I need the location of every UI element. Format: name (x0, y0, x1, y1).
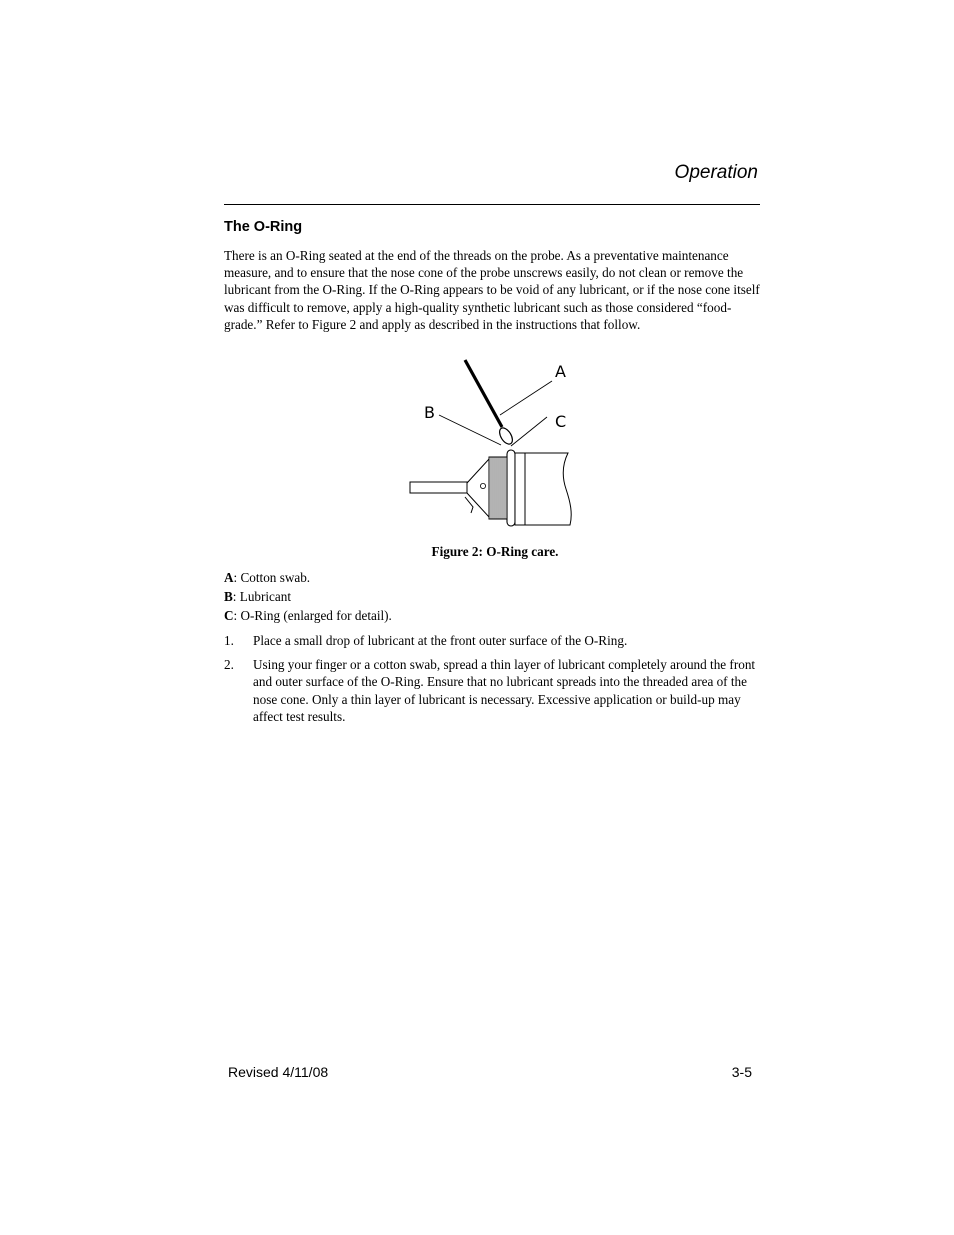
legend-text: : O-Ring (enlarged for detail). (233, 608, 392, 623)
nose-cone-port (480, 483, 485, 488)
legend-key: B (224, 589, 233, 604)
section-heading: The O-Ring (224, 219, 303, 235)
page-header-title: Operation (674, 162, 758, 183)
swab-tip (497, 426, 515, 447)
figure-legend (224, 568, 392, 625)
swab-stick (465, 360, 502, 427)
o-ring-care-figure (405, 355, 580, 533)
legend-item-c (224, 606, 392, 625)
legend-text: : Lubricant (232, 589, 292, 604)
probe-rod (410, 482, 470, 493)
footer-page-number: 3-5 (731, 1064, 752, 1080)
probe-collar (515, 453, 525, 525)
step-item (224, 632, 760, 649)
legend-text: : Cotton swab. (233, 570, 311, 585)
legend-item-a (224, 568, 392, 587)
step-number: 1. (224, 633, 234, 648)
nose-cone-mark (465, 497, 473, 513)
instruction-steps (224, 632, 760, 732)
step-item (224, 656, 760, 725)
leader-c (511, 417, 547, 446)
legend-item-b (224, 587, 392, 606)
leader-b (439, 415, 501, 445)
leader-a (500, 381, 552, 415)
label-a: A (555, 362, 566, 381)
probe-body (525, 453, 571, 525)
threaded-section (489, 457, 507, 519)
label-b: B (424, 403, 435, 422)
figure-caption: Figure 2: O-Ring care. (431, 544, 559, 559)
o-ring (507, 450, 515, 526)
intro-paragraph: There is an O-Ring seated at the end of the threads on the probe. As a preventative maintenance measure, and to ensure that the nose cone of the probe unscrews easily, do not clean or remove the lubricant from the O-Ring. If the O-Ring appears to be void of any lubricant, or if the nose cone itself was difficult to remove, apply a high-quality synthetic lubricant such as those considered “food-grade.” Refer to Figure 2 and apply as described in the instructions that follow. (224, 248, 760, 332)
header-divider (224, 204, 760, 205)
nose-cone (467, 459, 489, 517)
step-number: 2. (224, 657, 234, 673)
step-text: Place a small drop of lubricant at the front outer surface of the O-Ring. (253, 633, 628, 648)
legend-key: C (224, 608, 234, 623)
step-text: Using your finger or a cotton swab, spread a thin layer of lubricant completely around the front and outer surface of the O-Ring. Ensure that no lubricant spreads into the threaded area of the nose cone. Only a thin layer of lubricant is necessary. Excessive application or build-up may affect test results. (253, 657, 756, 724)
label-c: C (555, 412, 567, 431)
legend-key: A (224, 570, 234, 585)
footer-revision: Revised 4/11/08 (228, 1064, 329, 1080)
